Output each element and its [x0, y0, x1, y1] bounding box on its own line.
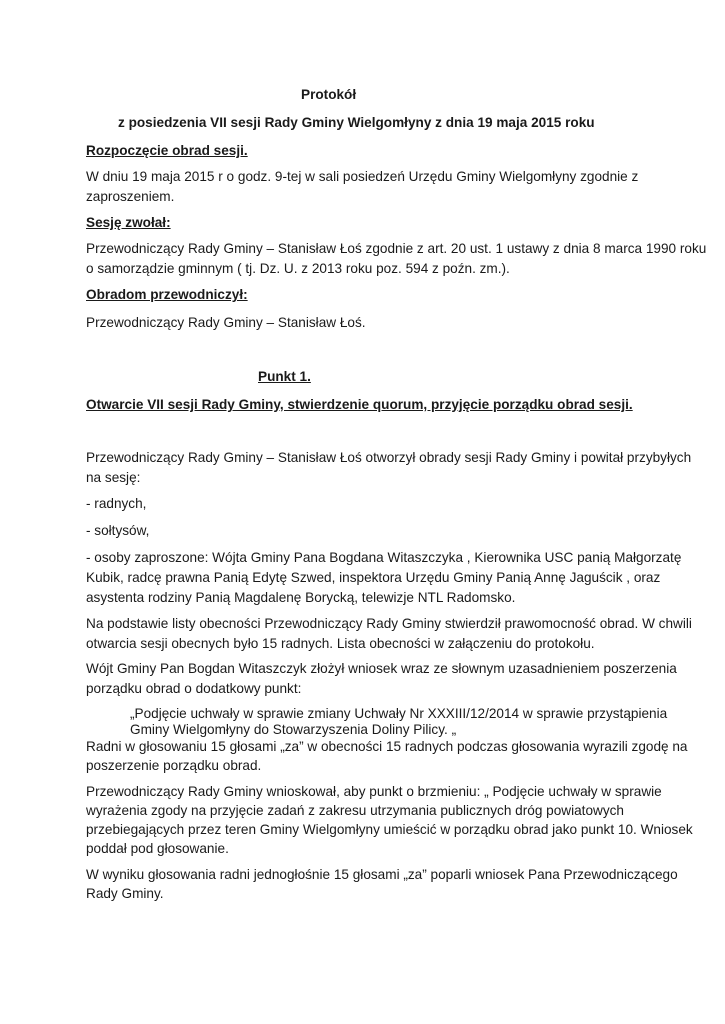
- list-item: - osoby zaproszone: Wójta Gminy Pana Bogdana Witaszczyka , Kierownika USC panią Małgorzatę: [86, 550, 682, 565]
- paragraph-line: zaproszeniem.: [86, 189, 175, 204]
- paragraph-line: poszerzenie porządku obrad.: [86, 758, 262, 773]
- document-title: Protokół: [301, 87, 357, 102]
- paragraph-line: Radni w głosowaniu 15 głosami „za” w obecności 15 radnych podczas głosowania wyrazili zgodę na: [86, 739, 688, 754]
- section-heading-chair: Obradom przewodniczył:: [86, 287, 248, 302]
- paragraph-line: porządku obrad o dodatkowy punkt:: [86, 681, 302, 696]
- paragraph-line: Przewodniczący Rady Gminy – Stanisław Łoś otworzył obrady sesji Rady Gminy i powitał przybyłych: [86, 450, 692, 465]
- paragraph-line: W wyniku głosowania radni jednogłośnie 15 głosami „za” poparli wniosek Pana Przewodniczącego: [86, 867, 678, 882]
- point-title: Otwarcie VII sesji Rady Gminy, stwierdzenie quorum, przyjęcie porządku obrad sesji.: [86, 397, 633, 412]
- paragraph-line: W dniu 19 maja 2015 r o godz. 9-tej w sali posiedzeń Urzędu Gminy Wielgomłyny zgodnie z: [86, 169, 639, 184]
- list-item: - sołtysów,: [86, 523, 150, 538]
- paragraph-line: Przewodniczący Rady Gminy wnioskował, aby punkt o brzmieniu: „ Podjęcie uchwały w sprawie: [86, 784, 662, 799]
- paragraph-line: otwarcia sesji obecnych było 15 radnych. Lista obecności w załączeniu do protokołu.: [86, 636, 595, 651]
- paragraph-line: przebiegających przez teren Gminy Wielgomłyny umieścić w porządku obrad jako punkt 10. Wniosek: [86, 822, 693, 837]
- paragraph-line: poddał pod głosowanie.: [86, 841, 229, 856]
- paragraph-line: Rady Gminy.: [86, 886, 164, 901]
- paragraph-line: wyrażenia zgody na przyjęcie zadań z zakresu utrzymania publicznych dróg powiatowych: [86, 803, 624, 818]
- paragraph-line: Na podstawie listy obecności Przewodniczący Rady Gminy stwierdził prawomocność obrad. W chwili: [86, 616, 692, 631]
- paragraph-line: o samorządzie gminnym ( tj. Dz. U. z 2013 roku poz. 594 z poźn. zm.).: [86, 261, 510, 276]
- quoted-resolution-line: „Podjęcie uchwały w sprawie zmiany Uchwały Nr XXXIII/12/2014 w sprawie przystąpienia: [130, 706, 668, 721]
- paragraph-line: asystenta rodziny Panią Magdalenę Borycką, telewizje NTL Radomsko.: [86, 590, 516, 605]
- paragraph-line: Wójt Gminy Pan Bogdan Witaszczyk złożył wniosek wraz ze słownym uzasadnieniem poszerzenia: [86, 661, 677, 676]
- quoted-resolution-line: Gminy Wielgomłyny do Stowarzyszenia Doliny Pilicy. „: [130, 722, 457, 737]
- section-heading-start: Rozpoczęcie obrad sesji.: [86, 143, 248, 158]
- list-item: - radnych,: [86, 496, 147, 511]
- point-label: Punkt 1.: [258, 369, 311, 384]
- section-heading-convened: Sesję zwołał:: [86, 215, 171, 230]
- paragraph-line: Przewodniczący Rady Gminy – Stanisław Łoś zgodnie z art. 20 ust. 1 ustawy z dnia 8 marca 1990 roku: [86, 241, 707, 256]
- paragraph-line: Przewodniczący Rady Gminy – Stanisław Łoś.: [86, 315, 366, 330]
- paragraph-line: na sesję:: [86, 470, 141, 485]
- document-subtitle: z posiedzenia VII sesji Rady Gminy Wielgomłyny z dnia 19 maja 2015 roku: [118, 115, 595, 130]
- paragraph-line: Kubik, radcę prawna Panią Edytę Szwed, inspektora Urzędu Gminy Panią Annę Jaguścik , oraz: [86, 570, 661, 585]
